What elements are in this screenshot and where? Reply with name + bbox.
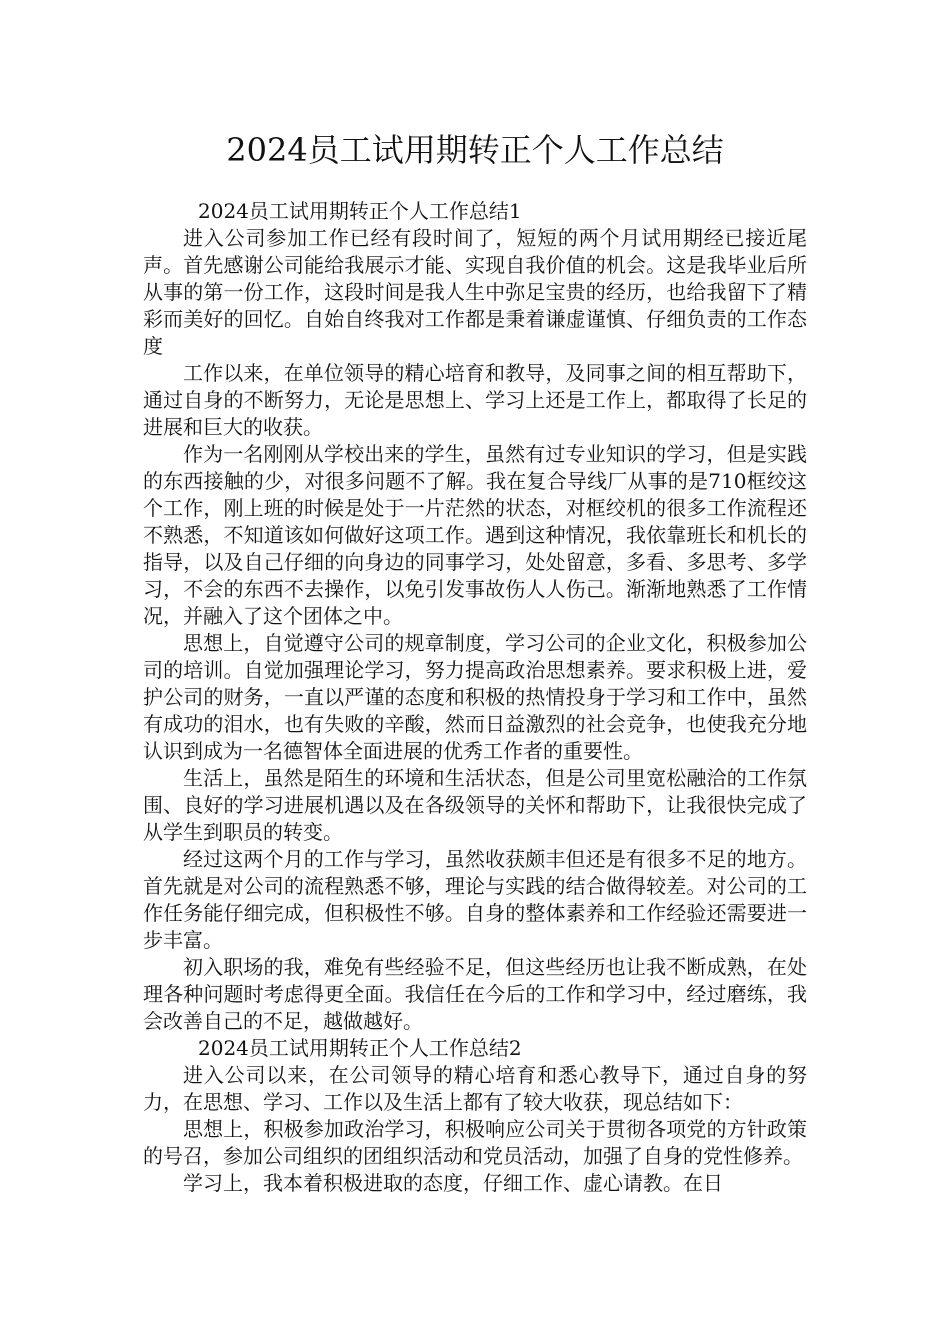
paragraph: 进入公司参加工作已经有段时间了，短短的两个月试用期经已接近尾声。首先感谢公司能给我展示才能、实现自我价值的机会。这是我毕业后所从事的第一份工作，这段时间是我人生中弥足宝贵的经历，也给我留下了精彩而美好的回忆。自始自终我对工作都是秉着谦虚谨慎、仔细负责的工作态度: [143, 226, 807, 358]
paragraph: 作为一名刚刚从学校出来的学生，虽然有过专业知识的学习，但是实践的东西接触的少，对很多问题不了解。我在复合导线厂从事的是710框绞这个工作，刚上班的时候是处于一片茫然的状态，对框绞机的很多工作流程还不熟悉，不知道该如何做好这项工作。遇到这种情况，我依靠班长和机长的指导，以及自己仔细的向身边的同事学习，处处留意，多看、多思考、多学习，不会的东西不去操作，以免引发事故伤人人伤己。渐渐地熟悉了工作情况，并融入了这个团体之中。: [143, 442, 807, 628]
paragraph: 初入职场的我，难免有些经验不足，但这些经历也让我不断成熟，在处理各种问题时考虑得更全面。我信任在今后的工作和学习中，经过磨练，我会改善自己的不足，越做越好。: [143, 955, 807, 1033]
paragraph: 经过这两个月的工作与学习，虽然收获颇丰但还是有很多不足的地方。首先就是对公司的流程熟悉不够，理论与实践的结合做得较差。对公司的工作任务能仔细完成，但积极性不够。自身的整体素养和工作经验还需要进一步丰富。: [143, 847, 807, 952]
section-heading: 2024员工试用期转正个人工作总结1: [198, 199, 522, 223]
section-heading: 2024员工试用期转正个人工作总结2: [198, 1036, 522, 1060]
paragraph: 思想上，自觉遵守公司的规章制度，学习公司的企业文化，积极参加公司的培训。自觉加强理论学习，努力提高政治思想素养。要求积极上进，爱护公司的财务，一直以严谨的态度和积极的热情投身于学习和工作中，虽然有成功的泪水，也有失败的辛酸，然而日益激烈的社会竞争，也使我充分地认识到成为一名德智体全面进展的优秀工作者的重要性。: [143, 631, 807, 763]
paragraph: 生活上，虽然是陌生的环境和生活状态，但是公司里宽松融洽的工作氛围、良好的学习进展机遇以及在各级领导的关怀和帮助下，让我很快完成了从学生到职员的转变。: [143, 766, 807, 844]
paragraph: 思想上，积极参加政治学习，积极响应公司关于贯彻各项党的方针政策的号召，参加公司组织的团组织活动和党员活动，加强了自身的党性修养。: [143, 1117, 807, 1168]
paragraph: 工作以来，在单位领导的精心培育和教导，及同事之间的相互帮助下，通过自身的不断努力，无论是思想上、学习上还是工作上，都取得了长足的进展和巨大的收获。: [143, 361, 807, 439]
paragraph: 进入公司以来，在公司领导的精心培育和悉心教导下，通过自身的努力，在思想、学习、工作以及生活上都有了较大收获，现总结如下：: [143, 1063, 807, 1114]
page-title: 2024员工试用期转正个人工作总结: [226, 131, 724, 169]
paragraph: 学习上，我本着积极进取的态度，仔细工作、虚心请教。在日: [183, 1171, 723, 1195]
document-body: [143, 198, 807, 1197]
